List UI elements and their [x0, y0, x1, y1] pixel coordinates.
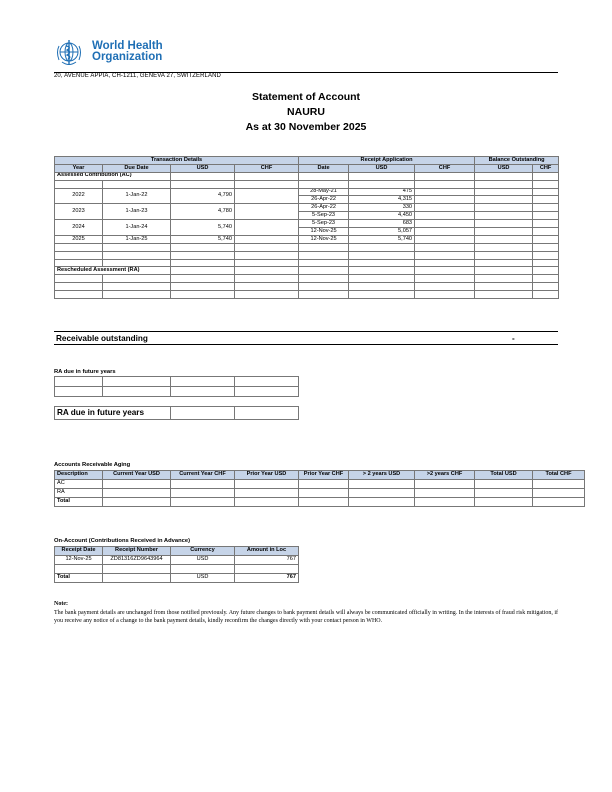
note-text: The bank payment details are unchanged from those notified previously. Any future changes to bank payment details will always be communicated officially in writing. In the interests of fraud risk mitigation, if you receive any notice of a change to the bank payment details, kindly reconfirm the changes directly with your contact person in WHO.: [54, 610, 559, 625]
on-account-total-currency: USD: [171, 574, 235, 583]
on-account-date-cell: 12-Nov-25: [55, 556, 103, 565]
table-row: [55, 498, 585, 507]
aging-row-label: AC: [55, 480, 103, 489]
on-account-title: On-Account (Contributions Received in Advance): [54, 538, 191, 544]
who-emblem-icon: [54, 38, 88, 68]
receipt-date-cell: 5-Sep-23: [299, 212, 349, 220]
receivable-bottom-rule: [54, 344, 558, 345]
table-row: [55, 204, 559, 212]
table-row: [55, 565, 299, 574]
receipt-usd-cell: 330: [349, 204, 415, 212]
country-title: NAURU: [287, 106, 325, 118]
receipt-usd-cell: 683: [349, 220, 415, 228]
group-header-row: [55, 157, 559, 165]
on-account-col-amount: Amount in Loc: [235, 547, 299, 556]
aging-row-label: RA: [55, 489, 103, 498]
group-header-receipt: Receipt Application: [299, 157, 475, 165]
on-account-total-amount: 767: [235, 574, 299, 583]
group-header-balance: Balance Outstanding: [475, 157, 559, 165]
receipt-date-cell: 12-Nov-25: [299, 228, 349, 236]
table-row: [55, 480, 585, 489]
receipt-usd-cell: 4,315: [349, 196, 415, 204]
aging-title: Accounts Receivable Aging: [54, 462, 131, 468]
receivable-value: -: [512, 334, 515, 343]
table-row: [55, 283, 559, 291]
section-ra-row: [55, 267, 559, 275]
due-date-cell: 1-Jan-22: [103, 188, 171, 204]
on-account-total-row: [55, 574, 299, 583]
column-header-row: [55, 164, 559, 172]
table-row: [55, 291, 559, 299]
col-receipt-chf: CHF: [415, 164, 475, 172]
table-row: [55, 235, 559, 243]
org-address: 20, AVENUE APPIA, CH-1211, GENEVA 27, SWITZERLAND: [54, 73, 221, 79]
table-row: [55, 489, 585, 498]
receipt-usd-cell: 4,450: [349, 212, 415, 220]
usd-cell: 4,790: [171, 188, 235, 204]
table-row: [55, 556, 299, 565]
org-name: [92, 41, 163, 63]
col-receipt-date: Date: [299, 164, 349, 172]
col-balance-chf: CHF: [533, 164, 559, 172]
aging-col-prior-chf: Prior Year CHF: [299, 471, 349, 480]
table-row: [55, 407, 299, 420]
receipt-usd-cell: 475: [349, 188, 415, 196]
section-ra-label: Rescheduled Assessment (RA): [55, 267, 171, 275]
table-row: [55, 387, 299, 397]
on-account-col-currency: Currency: [171, 547, 235, 556]
table-row: [55, 180, 559, 188]
year-cell: 2024: [55, 220, 103, 236]
year-cell: 2022: [55, 188, 103, 204]
on-account-amount-cell: 767: [235, 556, 299, 565]
aging-col-description: Description: [55, 471, 103, 480]
aging-table: [54, 470, 585, 507]
due-date-cell: 1-Jan-25: [103, 235, 171, 243]
ra-future-table: [54, 376, 299, 397]
ra-future-title: RA due in future years: [54, 369, 116, 375]
aging-col-2y-chf: >2 years CHF: [415, 471, 475, 480]
aging-col-total-usd: Total USD: [475, 471, 533, 480]
statement-title: Statement of Account: [251, 91, 361, 103]
col-year: Year: [55, 164, 103, 172]
statement-table: [54, 156, 559, 299]
table-row: [55, 377, 299, 387]
receipt-date-cell: 12-Nov-25: [299, 235, 349, 243]
col-balance-usd: USD: [475, 164, 533, 172]
table-row: [55, 275, 559, 283]
receivable-top-rule: [54, 331, 558, 332]
receipt-date-cell: 5-Sep-23: [299, 220, 349, 228]
ra-future-total-label: RA due in future years: [55, 407, 171, 420]
aging-col-current-chf: Current Year CHF: [171, 471, 235, 480]
col-due-date: Due Date: [103, 164, 171, 172]
receipt-usd-cell: 5,057: [349, 228, 415, 236]
receivable-label: Receivable outstanding: [56, 334, 148, 343]
col-usd: USD: [171, 164, 235, 172]
on-account-col-number: Receipt Number: [103, 547, 171, 556]
usd-cell: 5,740: [171, 220, 235, 236]
receipt-date-cell: 26-Apr-22: [299, 196, 349, 204]
group-header-transaction: Transaction Details: [55, 157, 299, 165]
who-logo: [54, 38, 214, 68]
usd-cell: 5,740: [171, 235, 235, 243]
on-account-currency-cell: USD: [171, 556, 235, 565]
receipt-usd-cell: 5,740: [349, 235, 415, 243]
note-title: Note:: [54, 601, 68, 607]
table-row: [55, 220, 559, 228]
on-account-table: [54, 546, 299, 583]
col-chf: CHF: [235, 164, 299, 172]
col-receipt-usd: USD: [349, 164, 415, 172]
aging-col-prior-usd: Prior Year USD: [235, 471, 299, 480]
date-title: As at 30 November 2025: [245, 121, 367, 133]
table-row: [55, 243, 559, 251]
receipt-date-cell: 26-Apr-22: [299, 204, 349, 212]
aging-header-row: [55, 471, 585, 480]
table-row: [55, 188, 559, 196]
on-account-header-row: [55, 547, 299, 556]
aging-col-2y-usd: > 2 years USD: [349, 471, 415, 480]
receipt-date-cell: 28-May-21: [299, 188, 349, 196]
on-account-total-label: Total: [55, 574, 103, 583]
year-cell: 2023: [55, 204, 103, 220]
aging-row-label: Total: [55, 498, 103, 507]
year-cell: 2025: [55, 235, 103, 243]
section-ac-row: [55, 172, 559, 180]
table-row: [55, 259, 559, 267]
due-date-cell: 1-Jan-23: [103, 204, 171, 220]
usd-cell: 4,780: [171, 204, 235, 220]
org-name-line1: World Health: [92, 40, 163, 52]
aging-col-total-chf: Total CHF: [533, 471, 585, 480]
on-account-col-date: Receipt Date: [55, 547, 103, 556]
due-date-cell: 1-Jan-24: [103, 220, 171, 236]
aging-col-current-usd: Current Year USD: [103, 471, 171, 480]
ra-future-total-table: [54, 406, 299, 420]
table-row: [55, 251, 559, 259]
org-name-line2: Organization: [92, 51, 163, 63]
on-account-number-cell: ZD81316ZD9643964: [103, 556, 171, 565]
section-ac-label: Assessed Contribution (AC): [55, 172, 171, 180]
